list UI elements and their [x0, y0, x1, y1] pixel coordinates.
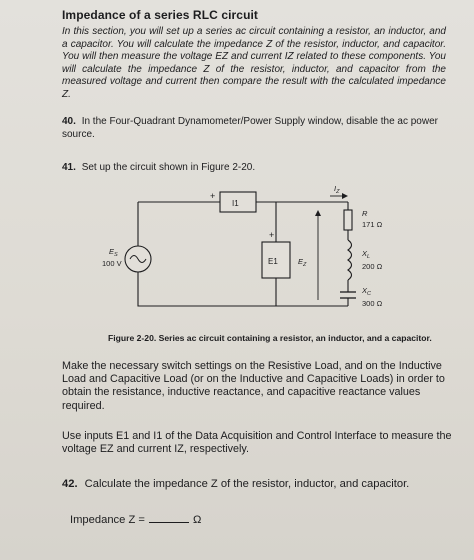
step-number: 42. [62, 478, 78, 490]
voltage-label: $E_Z$ [298, 257, 307, 268]
instruction-paragraph: Make the necessary switch settings on the Resistive Load, and on the Inductive Load and Capacitive Load (or on the Inductive and Capacitive Loads) in order to obtain the resistance, inductive reactance, and capacitive reactance values required. [62, 360, 445, 412]
wire-left [138, 202, 348, 306]
step-text: In the Four-Quadrant Dynamometer/Power Supply window, disable the ac power source. [62, 116, 438, 140]
resistor [344, 210, 352, 230]
r-value: 171 Ω [362, 220, 383, 229]
step-number: 40. [62, 116, 76, 127]
instruction-paragraph: Use inputs E1 and I1 of the Data Acquisition and Control Interface to measure the voltage EZ and current IZ, respectively. [62, 430, 452, 456]
answer-line [70, 512, 201, 526]
section-intro: In this section, you will set up a series ac circuit containing a resistor, an inductor, and a capacitor. You will calculate the impedance Z of the resistor, inductor, and capacitor. You will then measure the voltage EZ and current IZ related to these components. You will calculate the impedance Z of the resistor, inductor, and capacitor from the measured voltage and current then compare the result with the calculated impedance Z. [62, 26, 446, 100]
meter-i1-label: I1 [232, 199, 239, 208]
section-title: Impedance of a series RLC circuit [62, 8, 259, 22]
circuit-diagram [62, 180, 458, 330]
capacitor [340, 292, 356, 298]
meter-e1-label: E1 [268, 257, 278, 266]
step-42 [62, 478, 409, 490]
source-label: $E_S$ [109, 247, 118, 258]
figure-caption: Figure 2-20. Series ac circuit containing a resistor, an inductor, and a capacitor. [108, 333, 432, 343]
r-label: R [362, 209, 368, 218]
step-text: Calculate the impedance Z of the resistor, inductor, and capacitor. [84, 478, 410, 490]
step-number: 41. [62, 162, 76, 173]
xc-label: $X_C$ [362, 286, 371, 297]
step-40 [62, 116, 446, 141]
answer-label: Impedance Z = [70, 514, 145, 526]
xl-value: 200 Ω [362, 262, 383, 271]
source-value: 100 V [102, 259, 122, 268]
answer-unit: Ω [192, 514, 202, 526]
inductor [348, 240, 352, 280]
xl-label: $X_L$ [362, 249, 371, 260]
current-label: $I_Z$ [334, 184, 340, 195]
answer-blank[interactable] [149, 512, 189, 523]
step-text: Set up the circuit shown in Figure 2-20. [81, 162, 256, 173]
step-41 [62, 162, 446, 175]
xc-value: 300 Ω [362, 299, 383, 308]
meter-i1-plus: + [210, 191, 216, 201]
voltage-arrow-icon [315, 210, 321, 300]
meter-e1-plus: + [269, 230, 275, 240]
